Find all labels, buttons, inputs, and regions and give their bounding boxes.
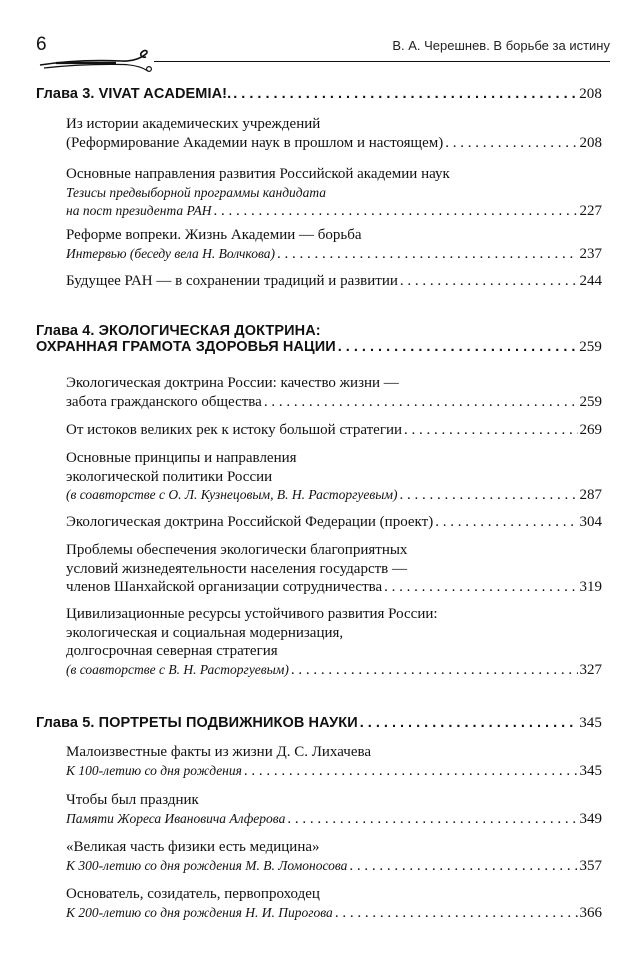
toc-entry[interactable]: [66, 421, 602, 440]
page-number: 6: [36, 34, 47, 55]
entry-last-row: [66, 202, 602, 221]
dot-leader: [404, 421, 577, 440]
toc-entry[interactable]: [66, 541, 602, 597]
entry-subtitle: (в соавторстве с О. Л. Кузнецовым, В. Н. Расторгуевым): [66, 487, 398, 502]
dot-leader: [287, 810, 577, 829]
page-ref: 304: [579, 514, 602, 530]
entry-last-row: [66, 661, 602, 680]
entry-last-row: [66, 134, 602, 153]
toc-entry[interactable]: [66, 374, 602, 411]
page-ref: 227: [579, 203, 602, 219]
chapter-heading[interactable]: [36, 86, 602, 103]
toc-entry[interactable]: [66, 791, 602, 828]
entry-title-line: Тезисы предвыборной программы кандидата: [66, 184, 327, 200]
toc-entry[interactable]: [66, 885, 602, 922]
page-ref: 327: [579, 661, 602, 678]
entry-last-row: [66, 762, 602, 781]
running-title: В. А. Черешнев. В борьбе за истину: [392, 38, 610, 53]
entry-subtitle: К 200-летию со дня рождения Н. И. Пирогова: [66, 904, 333, 920]
chapter-heading[interactable]: [36, 323, 602, 356]
dot-leader: [400, 486, 578, 505]
dot-leader: [277, 245, 578, 264]
entry-title-line: (Реформирование Академии наук в прошлом и настоящем): [66, 134, 444, 151]
entry-title-line: экологическая и социальная модернизация,: [66, 624, 344, 641]
entry-title-line: экологической политики России: [66, 468, 273, 485]
entry-title-line: Проблемы обеспечения экологически благоприятных: [66, 542, 408, 558]
dot-leader: [400, 272, 578, 291]
chapter-title-line: ОХРАННАЯ ГРАМОТА ЗДОРОВЬЯ НАЦИИ: [36, 339, 336, 355]
entry-last-row: [66, 486, 602, 505]
dot-leader: [244, 762, 578, 781]
entry-title-line: Реформе вопреки. Жизнь Академии — борьба: [66, 227, 362, 243]
entry-subtitle: Интервью (беседу вела Н. Волчкова): [66, 245, 275, 261]
entry-title-line: забота гражданского общества: [66, 393, 262, 410]
entry-last-row: [66, 810, 602, 829]
dot-leader: [435, 513, 577, 532]
page-ref: 366: [579, 904, 602, 921]
dot-leader: [349, 857, 577, 876]
page-ref: 259: [579, 393, 602, 410]
entry-title-line: Основные принципы и направления: [66, 450, 297, 466]
page-ref: 269: [579, 422, 602, 438]
page-ref: 357: [579, 857, 602, 874]
entry-last-row: [66, 904, 602, 923]
dot-leader: [214, 202, 578, 221]
page-ref: 345: [579, 762, 602, 779]
entry-last-row: [66, 578, 602, 597]
entry-title-line: От истоков великих рек к истоку большой стратегии: [66, 422, 403, 438]
page-ref: 244: [579, 273, 602, 289]
dot-leader: [233, 86, 577, 102]
dot-leader: [335, 904, 578, 923]
toc-entry[interactable]: [66, 743, 602, 780]
entry-title-line: Экологическая доктрина России: качество жизни —: [66, 375, 399, 391]
entry-subtitle: на пост президента РАН: [66, 203, 212, 218]
chapter-title-line: Глава 3. VIVAT ACADEMIA!.: [36, 86, 232, 102]
toc-entry[interactable]: [66, 226, 602, 263]
entry-title-line: Малоизвестные факты из жизни Д. С. Лихачева: [66, 744, 372, 760]
entry-subtitle: (в соавторстве с В. Н. Расторгуевым): [66, 661, 289, 677]
page-ref: 237: [579, 245, 602, 262]
chapter-title-row: [36, 339, 602, 356]
chapter-heading[interactable]: [36, 715, 602, 732]
dot-leader: [338, 339, 577, 355]
chapter-title-row: [36, 86, 602, 103]
toc-entry[interactable]: [66, 272, 602, 291]
entry-title-line: Из истории академических учреждений: [66, 116, 321, 132]
entry-title-line: долгосрочная северная стратегия: [66, 643, 278, 659]
page-ref: 208: [579, 86, 602, 102]
entry-title-line: «Великая часть физики есть медицина»: [66, 839, 320, 855]
toc-entry[interactable]: [66, 115, 602, 152]
entry-title-line: Цивилизационные ресурсы устойчивого развития России:: [66, 606, 438, 622]
dot-leader: [360, 715, 577, 731]
entry-title-line: Основные направления развития Российской академии наук: [66, 166, 450, 182]
entry-last-row: [66, 513, 602, 532]
chapter-title-line: Глава 5. ПОРТРЕТЫ ПОДВИЖНИКОВ НАУКИ: [36, 715, 358, 731]
dot-leader: [384, 578, 577, 597]
entry-last-row: [66, 245, 602, 264]
toc-entry[interactable]: [66, 513, 602, 532]
page-ref: 287: [579, 487, 602, 503]
entry-title-line: условий жизнедеятельности населения государств —: [66, 560, 407, 577]
entry-title-line: членов Шанхайской организации сотрудничества: [66, 579, 383, 595]
dot-leader: [445, 134, 577, 153]
entry-last-row: [66, 272, 602, 291]
toc-entry[interactable]: [66, 165, 602, 221]
entry-title-line: Основатель, созидатель, первопроходец: [66, 886, 320, 902]
page-ref: 349: [579, 810, 602, 827]
toc-entry[interactable]: [66, 449, 602, 505]
toc-entry[interactable]: [66, 605, 602, 679]
entry-title-line: Чтобы был праздник: [66, 792, 199, 808]
toc-entry[interactable]: [66, 838, 602, 875]
page-ref: 319: [579, 579, 602, 595]
entry-subtitle: Памяти Жореса Ивановича Алферова: [66, 810, 286, 826]
page-ref: 259: [579, 339, 602, 355]
dot-leader: [264, 393, 578, 412]
entry-subtitle: К 300-летию со дня рождения М. В. Ломоносова: [66, 857, 348, 873]
entry-last-row: [66, 421, 602, 440]
entry-last-row: [66, 393, 602, 412]
page-ref: 345: [579, 715, 602, 731]
entry-title-line: Экологическая доктрина Российской Федерации (проект): [66, 514, 434, 530]
entry-subtitle: К 100-летию со дня рождения: [66, 762, 242, 778]
entry-title-line: Будущее РАН — в сохранении традиций и развитии: [66, 273, 398, 289]
chapter-title-line: Глава 4. ЭКОЛОГИЧЕСКАЯ ДОКТРИНА:: [36, 323, 321, 339]
chapter-title-row: [36, 715, 602, 732]
page-ref: 208: [579, 134, 602, 151]
dot-leader: [291, 661, 578, 680]
entry-last-row: [66, 857, 602, 876]
